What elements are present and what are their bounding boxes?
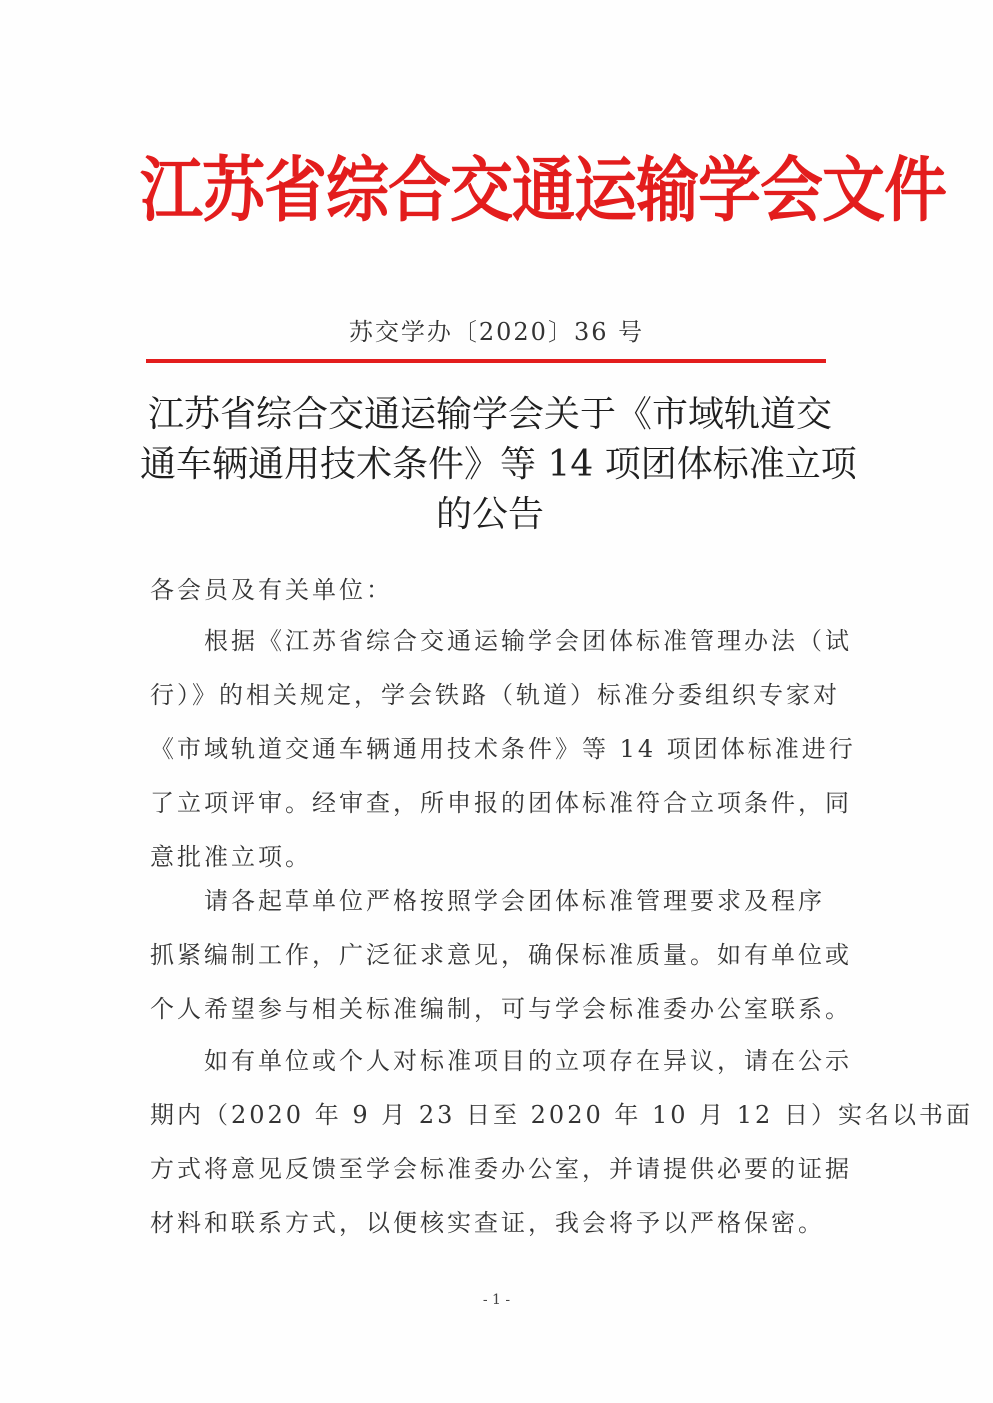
- paragraph-line: 《市域轨道交通车辆通用技术条件》等 14 项团体标准进行: [150, 735, 856, 763]
- paragraph-line: 根据《江苏省综合交通运输学会团体标准管理办法（试: [204, 627, 852, 655]
- paragraph-line: 个人希望参与相关标准编制，可与学会标准委办公室联系。: [150, 995, 852, 1023]
- paragraph-line: 方式将意见反馈至学会标准委办公室，并请提供必要的证据: [150, 1155, 852, 1183]
- body-paragraph-2: [150, 874, 852, 1036]
- paragraph-line: 了立项评审。经审查，所申报的团体标准符合立项条件，同: [150, 789, 852, 817]
- red-divider-line: [146, 359, 826, 363]
- page-number: - 1 -: [482, 1292, 511, 1308]
- paragraph-line: 材料和联系方式，以便核实查证，我会将予以严格保密。: [150, 1209, 825, 1237]
- paragraph-line: 期内（2020 年 9 月 23 日至 2020 年 10 月 12 日）实名以书面: [150, 1101, 973, 1129]
- paragraph-line: 行）》的相关规定，学会铁路（轨道）标准分委组织专家对: [150, 681, 840, 709]
- document-number: 苏交学办〔2020〕36 号: [348, 318, 645, 346]
- paragraph-line: 意批准立项。: [150, 843, 312, 871]
- paragraph-line: 抓紧编制工作，广泛征求意见，确保标准质量。如有单位或: [150, 941, 852, 969]
- body-paragraph-3: [150, 1034, 973, 1250]
- paragraph-line: 如有单位或个人对标准项目的立项存在异议，请在公示: [204, 1047, 852, 1075]
- paragraph-line: 请各起草单位严格按照学会团体标准管理要求及程序: [204, 887, 825, 915]
- document-header-title: 江苏省综合交通运输学会文件: [140, 148, 946, 232]
- salutation: 各会员及有关单位：: [150, 576, 393, 604]
- title-line: 的公告: [435, 494, 544, 535]
- title-line: 江苏省综合交通运输学会关于《市域轨道交: [147, 394, 832, 435]
- title-line: 通车辆通用技术条件》等 14 项团体标准立项: [140, 444, 857, 485]
- announcement-title: [140, 390, 857, 540]
- body-paragraph-1: [150, 614, 856, 884]
